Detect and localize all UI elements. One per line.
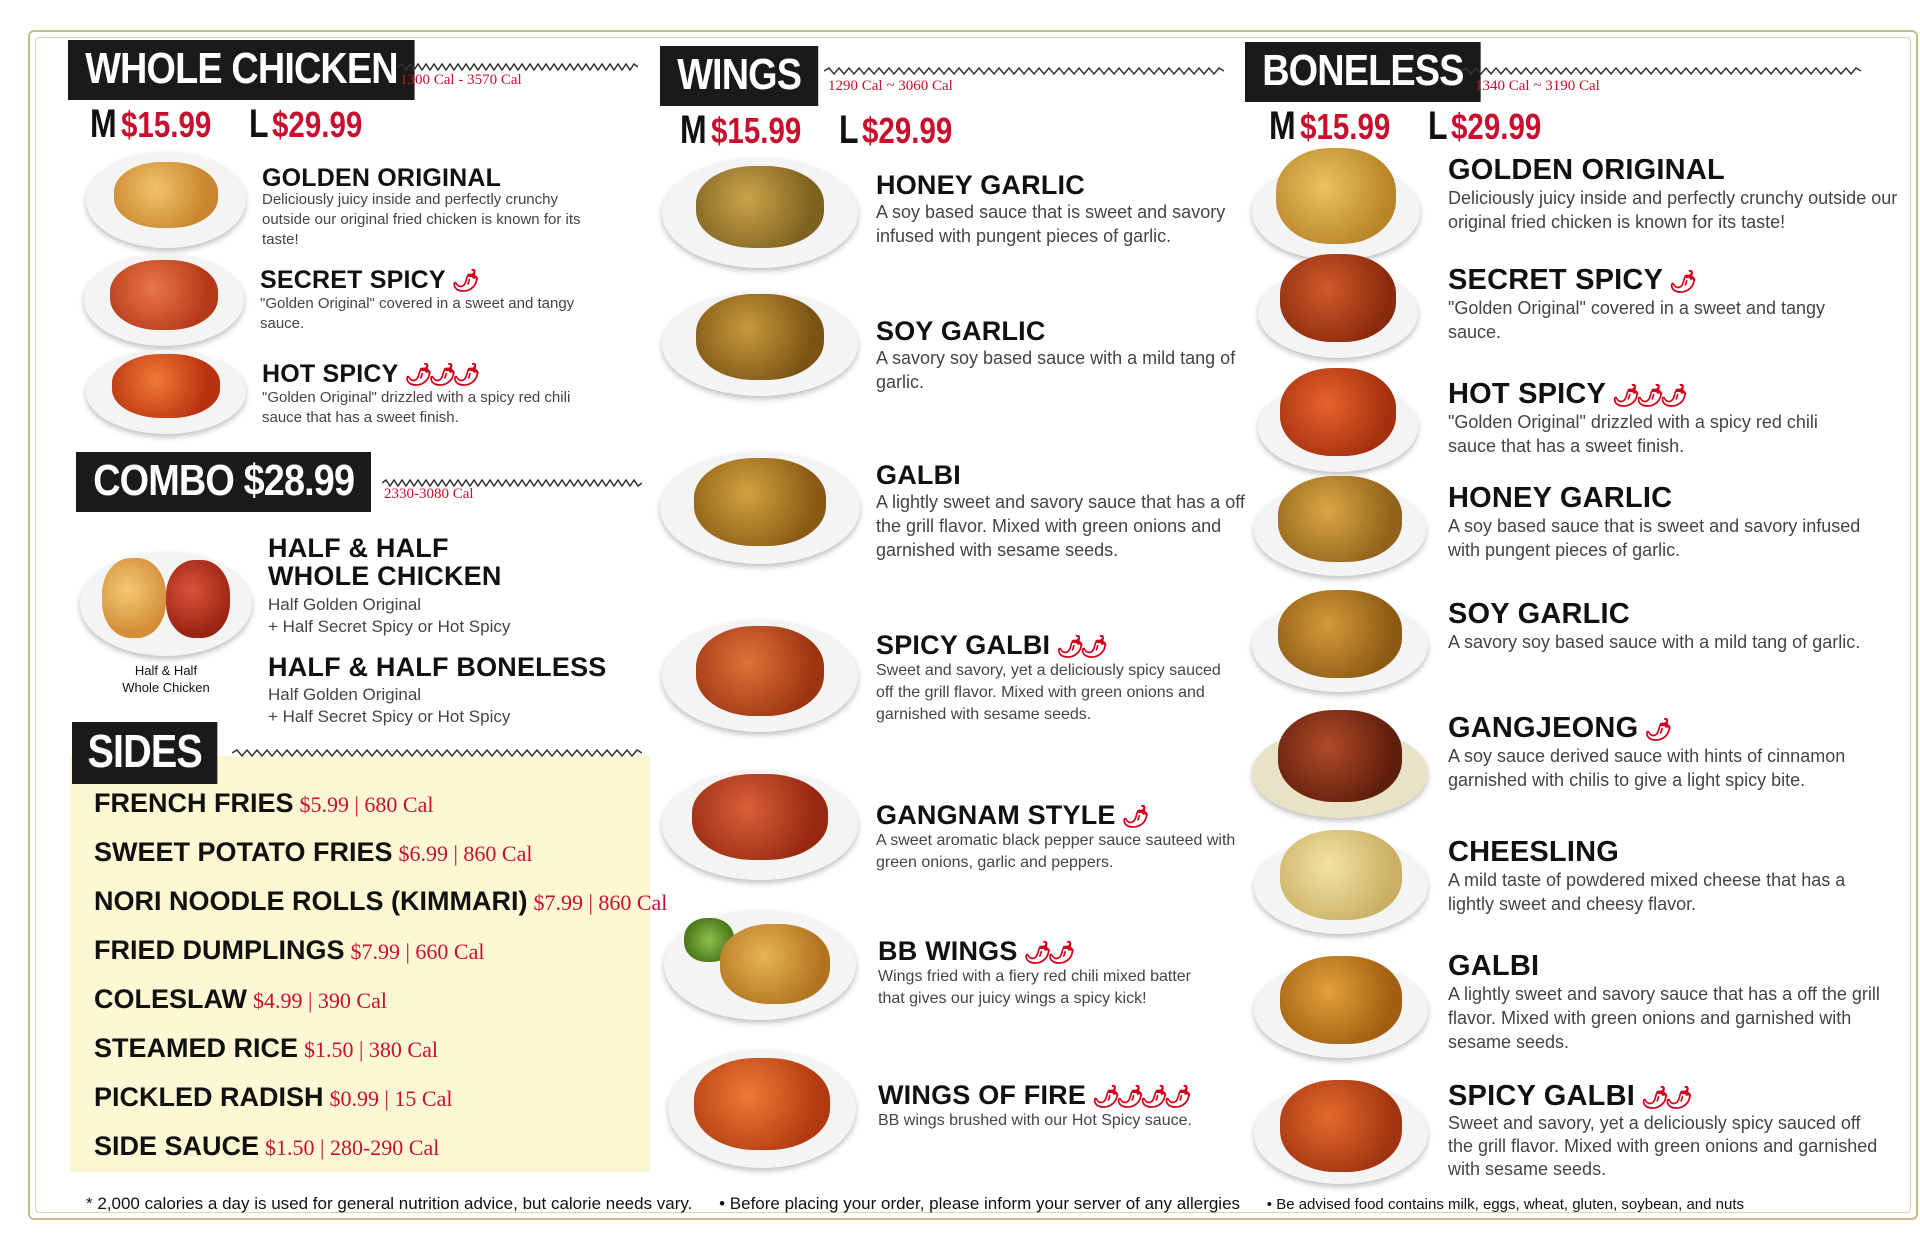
boneless-plate-image (1254, 838, 1428, 934)
side-item: FRENCH FRIES $5.99 | 680 Cal (94, 788, 434, 818)
item-name: HONEY GARLIC (1448, 482, 1673, 514)
item-name: SECRET SPICY 🌶 (1448, 264, 1694, 296)
wings-calories: 1290 Cal ~ 3060 Cal (828, 78, 953, 94)
pepper-icon: 🌶🌶 (1640, 1085, 1689, 1110)
chicken-plate-image (84, 254, 244, 346)
zigzag-divider (232, 748, 642, 758)
size-m: M (90, 102, 117, 146)
item-description: "Golden Original" covered in a sweet and tangy sauce. (260, 295, 575, 332)
pepper-icon: 🌶 (1669, 269, 1694, 294)
item-name: GOLDEN ORIGINAL (1448, 154, 1725, 186)
footer-notes (86, 1194, 1766, 1214)
item-name: GALBI (1448, 950, 1540, 982)
item-name: HONEY GARLIC (876, 170, 1085, 200)
pepper-icon: 🌶 (1644, 717, 1669, 742)
sides-banner: SIDES (72, 722, 217, 784)
wings-plate-image (668, 1050, 856, 1168)
item-description: A soy based sauce that is sweet and savory infused with pungent pieces of garlic. (876, 202, 1226, 246)
allergy-note: • Before placing your order, please inform your server of any allergies (719, 1194, 1241, 1213)
size-l: L (1428, 104, 1448, 148)
item-name: SECRET SPICY 🌶 (260, 266, 476, 294)
item-description: A soy based sauce that is sweet and savory infused with pungent pieces of garlic. (1448, 516, 1861, 560)
item-name: HOT SPICY 🌶🌶🌶 (1448, 378, 1684, 410)
combo-plate-image (80, 552, 252, 656)
pepper-icon: 🌶🌶🌶 (1612, 383, 1684, 408)
item-description: A savory soy based sauce with a mild tang of garlic. (1448, 632, 1861, 652)
boneless-plate-image (1254, 484, 1426, 576)
item-description: A lightly sweet and savory sauce that has a off the grill flavor. Mixed with green onions and garnished with sesame seeds. (1448, 984, 1880, 1052)
wings-plate-image (662, 158, 858, 268)
pepper-icon: 🌶🌶🌶 (404, 362, 477, 387)
price-m: $15.99 (711, 110, 802, 151)
wings-plate-image (662, 292, 858, 396)
whole-chicken-section (68, 40, 648, 148)
whole-chicken-banner: WHOLE CHICKEN (68, 40, 415, 100)
side-item: COLESLAW $4.99 | 390 Cal (94, 984, 387, 1014)
allergen-note: • Be advised food contains milk, eggs, wheat, gluten, soybean, and nuts (1266, 1196, 1744, 1213)
item-description: "Golden Original" drizzled with a spicy red chili sauce that has a sweet finish. (1448, 412, 1818, 456)
boneless-prices (1269, 104, 1895, 150)
wings-plate-image (664, 910, 856, 1020)
wings-banner: WINGS (660, 46, 818, 106)
item-description: Wings fried with a fiery red chili mixed batter that gives our juicy wings a spicy kick! (878, 968, 1191, 1007)
item-name: SOY GARLIC (876, 316, 1046, 346)
item-description: A lightly sweet and savory sauce that has a off the grill flavor. Mixed with green onions and garnished with sesame seeds. (876, 492, 1245, 560)
item-name: WINGS OF FIRE 🌶🌶🌶🌶 (878, 1080, 1188, 1110)
item-description: A sweet aromatic black pepper sauce sauteed with green onions, garlic and peppers. (876, 832, 1236, 871)
sides-panel (70, 756, 668, 1172)
pepper-icon: 🌶🌶 (1023, 940, 1072, 965)
whole-chicken-prices (90, 102, 648, 148)
boneless-plate-image (1254, 1084, 1428, 1184)
pepper-icon: 🌶🌶🌶🌶 (1092, 1084, 1188, 1109)
wings-plate-image (660, 452, 860, 564)
boneless-plate-image (1254, 962, 1428, 1058)
calorie-note: * 2,000 calories a day is used for general nutrition advice, but calorie needs vary. (86, 1194, 693, 1213)
side-item: SIDE SAUCE $1.50 | 280-290 Cal (94, 1131, 440, 1161)
chicken-plate-image (86, 152, 246, 248)
item-name: HOT SPICY 🌶🌶🌶 (262, 360, 477, 388)
side-item: SWEET POTATO FRIES $6.99 | 860 Cal (94, 837, 533, 867)
zigzag-divider (824, 66, 1224, 76)
item-description: Sweet and savory, yet a deliciously spicy sauced off the grill flavor. Mixed with green onions and garnished with sesame seeds. (1448, 1113, 1878, 1179)
item-description: Half Golden Original + Half Secret Spicy or Hot Spicy (268, 595, 511, 636)
item-name: SOY GARLIC (1448, 598, 1630, 630)
item-description: Sweet and savory, yet a deliciously spicy sauced off the grill flavor. Mixed with green onions and garnished with sesame seeds. (876, 662, 1221, 723)
item-description: A soy sauce derived sauce with hints of cinnamon garnished with chilis to give a light spicy bite. (1448, 746, 1846, 790)
combo-caption: Half & Half Whole Chicken (122, 663, 210, 695)
pepper-icon: 🌶 (1121, 804, 1146, 829)
whole-chicken-calories: 1300 Cal - 3570 Cal (400, 72, 522, 88)
item-name: CHEESLING (1448, 836, 1619, 868)
zigzag-divider (1461, 66, 1861, 76)
combo-banner: COMBO $28.99 (76, 452, 371, 512)
item-name: GALBI (876, 460, 961, 490)
boneless-plate-image (1258, 382, 1418, 472)
boneless-section (1245, 42, 1895, 150)
price-l: $29.99 (271, 104, 363, 145)
item-name: SPICY GALBI 🌶🌶 (1448, 1080, 1689, 1112)
pepper-icon: 🌶 (451, 268, 476, 293)
item-description: Half Golden Original + Half Secret Spicy or Hot Spicy (268, 685, 511, 726)
chicken-plate-image (86, 350, 246, 434)
item-name: HALF & HALF BONELESS (268, 652, 607, 682)
boneless-plate-image (1252, 728, 1428, 818)
side-item: STEAMED RICE $1.50 | 380 Cal (94, 1033, 438, 1063)
size-m: M (680, 108, 707, 152)
wings-prices (680, 108, 1250, 154)
wings-plate-image (662, 620, 858, 732)
item-name: GOLDEN ORIGINAL (262, 164, 502, 192)
item-description: BB wings brushed with our Hot Spicy sauce. (878, 1112, 1192, 1129)
item-name: HALF & HALF WHOLE CHICKEN (268, 533, 502, 591)
item-name: GANGJEONG 🌶 (1448, 712, 1669, 744)
boneless-calories: 1340 Cal ~ 3190 Cal (1475, 78, 1600, 94)
boneless-banner: BONELESS (1245, 42, 1481, 102)
price-l: $29.99 (1450, 106, 1542, 147)
item-name: BB WINGS 🌶🌶 (878, 936, 1072, 966)
item-description: A mild taste of powdered mixed cheese that has a lightly sweet and cheesy flavor. (1448, 870, 1846, 914)
size-l: L (249, 102, 269, 146)
side-item: PICKLED RADISH $0.99 | 15 Cal (94, 1082, 453, 1112)
wings-section (660, 46, 1250, 154)
zigzag-divider (398, 62, 638, 72)
boneless-plate-image (1252, 164, 1420, 260)
side-item: NORI NOODLE ROLLS (KIMMARI) $7.99 | 860 Cal (94, 886, 668, 916)
size-l: L (839, 108, 859, 152)
price-m: $15.99 (1300, 106, 1391, 147)
item-name: GANGNAM STYLE 🌶 (876, 800, 1146, 830)
item-description: "Golden Original" covered in a sweet and tangy sauce. (1448, 298, 1825, 342)
item-description: A savory soy based sauce with a mild tang of garlic. (876, 348, 1236, 392)
size-m: M (1269, 104, 1296, 148)
item-name: SPICY GALBI 🌶🌶 (876, 630, 1105, 660)
price-m: $15.99 (121, 104, 212, 145)
combo-header (76, 452, 646, 514)
pepper-icon: 🌶🌶 (1056, 634, 1105, 659)
side-item: FRIED DUMPLINGS $7.99 | 660 Cal (94, 935, 485, 965)
item-description: "Golden Original" drizzled with a spicy red chili sauce that has a sweet finish. (262, 389, 571, 426)
price-l: $29.99 (861, 110, 953, 151)
boneless-plate-image (1252, 600, 1428, 692)
item-description: Deliciously juicy inside and perfectly crunchy outside our original fried chicken is known for its taste! (1448, 188, 1898, 232)
sides-header (72, 722, 652, 784)
combo-calories: 2330-3080 Cal (384, 486, 474, 502)
wings-plate-image (662, 770, 858, 880)
boneless-plate-image (1258, 268, 1418, 358)
item-description: Deliciously juicy inside and perfectly crunchy outside our original fried chicken is known for its taste! (262, 191, 581, 248)
